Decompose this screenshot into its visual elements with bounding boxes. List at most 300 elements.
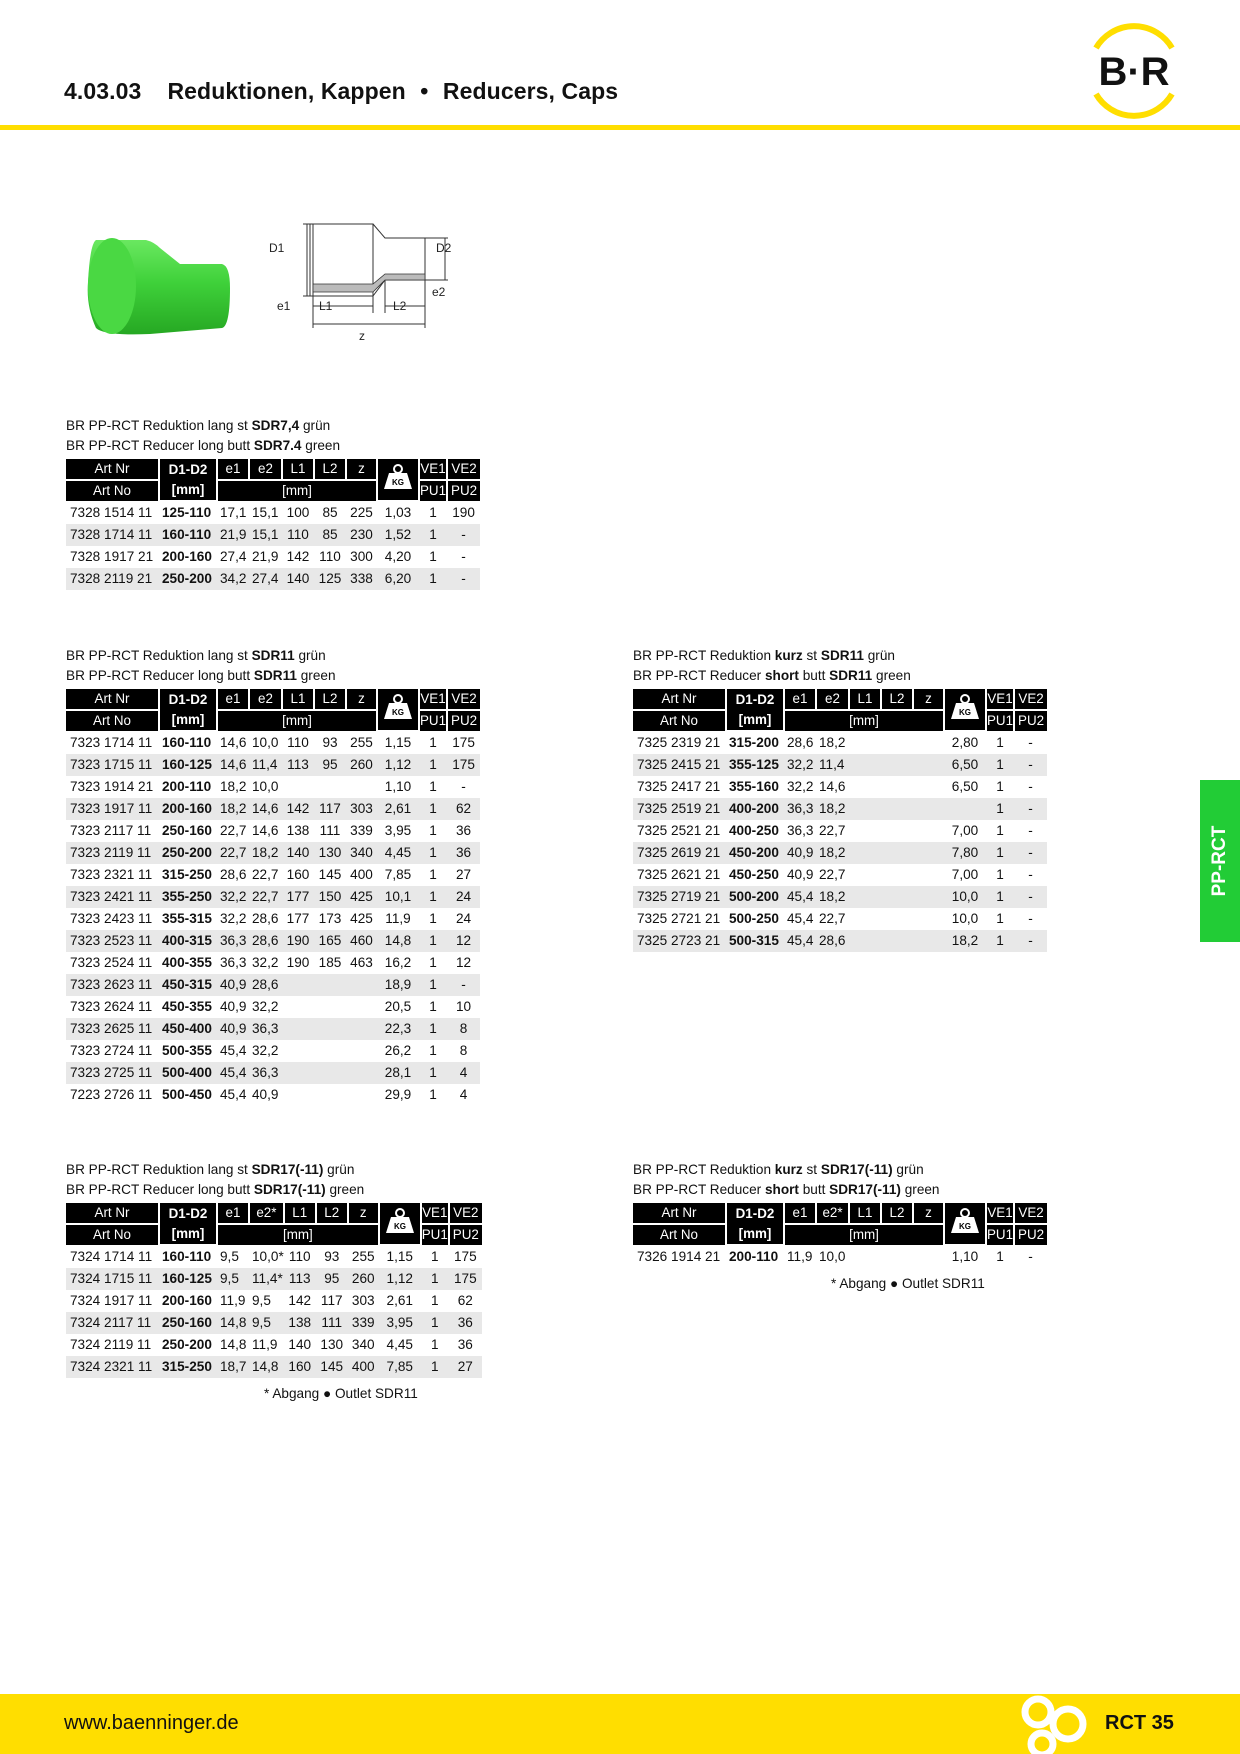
table-row: [66, 501, 480, 524]
cell-e2: 14,6: [819, 779, 846, 794]
cell-l2: [881, 864, 913, 886]
cell-d1-d2: 500-200: [726, 886, 784, 908]
cell-ve2: -: [447, 568, 480, 590]
cell-art-no: 7323 2524 11: [70, 955, 153, 970]
cell-e2: 18,2: [816, 842, 849, 864]
cell-ve2: 24: [447, 886, 480, 908]
cell-art-no: 7323 2624 11: [70, 999, 153, 1014]
header-mm-unit: [mm]: [171, 1225, 205, 1241]
cell-d1-d2: 160-125: [159, 1268, 217, 1290]
cell-l2: 130: [320, 1337, 344, 1352]
cell-e1: 45,4: [220, 1043, 247, 1058]
cell-e2: 22,7: [819, 823, 846, 838]
cell-e2: 36,3: [249, 1062, 282, 1084]
cell-weight: 1,10: [384, 779, 412, 794]
cell-ve1: 1: [419, 754, 447, 776]
cell-e2: 21,9: [252, 549, 279, 564]
cell-z: [913, 776, 944, 798]
cell-l2: 150: [314, 886, 346, 908]
cell-art-no: 7324 2321 11: [66, 1356, 159, 1378]
cell-weight: 6,20: [377, 568, 419, 590]
cell-l1: [849, 776, 881, 798]
weight-icon: [383, 463, 413, 491]
cell-weight: 1,12: [379, 1268, 421, 1290]
cell-z: [913, 820, 944, 842]
cell-ve2: 12: [456, 955, 472, 970]
header-mm: [mm]: [784, 1224, 944, 1245]
cell-art-no: 7324 1714 11: [70, 1248, 153, 1264]
cell-l2: 173: [318, 911, 342, 926]
cell-ve1: 1: [996, 867, 1004, 882]
cell-d1-d2: 200-160: [162, 1293, 212, 1308]
table-row: [66, 930, 480, 952]
cell-d1-d2: 400-355: [162, 955, 212, 970]
weight-icon: [950, 693, 980, 721]
cell-weight: 18,2: [944, 930, 986, 952]
cell-weight: 7,00: [951, 823, 979, 838]
cell-ve2: -: [1028, 779, 1033, 794]
header-weight: [944, 1203, 986, 1245]
header-weight: [377, 459, 419, 501]
cell-e2: 10,0*: [252, 1248, 284, 1264]
cell-l2: 95: [314, 754, 346, 776]
cell-e1: 40,9: [784, 842, 816, 864]
table-row: [66, 1334, 482, 1356]
cell-d1-d2: 355-160: [729, 779, 779, 794]
header-l1: L1: [849, 1203, 881, 1224]
cell-ve2: 175: [453, 1248, 477, 1264]
side-tab-label: PP-RCT: [1209, 825, 1230, 897]
cell-l1: 140: [288, 1337, 312, 1352]
header-weight: [944, 689, 986, 731]
cell-ve2: 27: [449, 1356, 482, 1378]
cell-l1: [282, 974, 314, 996]
cell-e1: 45,4: [787, 911, 814, 926]
cell-ve2: -: [447, 974, 480, 996]
cell-e1: 32,2: [217, 886, 249, 908]
cell-l1: [849, 754, 881, 776]
cell-ve1: 1: [419, 842, 447, 864]
cell-l1: 138: [286, 823, 310, 838]
header-l1: L1: [282, 689, 314, 710]
product-table: [633, 1203, 1047, 1268]
cell-l2: [881, 776, 913, 798]
cell-z: 230: [346, 524, 377, 546]
cell-l1: 110: [288, 1248, 311, 1264]
header-ve1: VE1: [419, 689, 447, 710]
cell-d1-d2: 355-315: [162, 911, 212, 926]
product-table: [633, 689, 1047, 952]
cell-l2: 130: [314, 842, 346, 864]
header-pu2: PU2: [447, 710, 480, 731]
cell-d1-d2: 400-250: [729, 823, 779, 838]
cell-d1-d2: 450-400: [159, 1018, 217, 1040]
table-row: [66, 776, 480, 798]
table-row: [66, 568, 480, 590]
label-e2: e2: [432, 285, 446, 299]
cell-ve1: 1: [419, 568, 447, 590]
cell-e1: 36,3: [217, 930, 249, 952]
cell-weight: 4,20: [384, 549, 412, 564]
cell-l1: [849, 930, 881, 952]
cell-art-no: 7328 1917 21: [70, 549, 154, 564]
cell-d1-d2: 315-200: [729, 735, 779, 750]
cell-art-no: 7325 2719 21: [633, 886, 726, 908]
cell-art-no: 7323 2423 11: [70, 911, 153, 926]
cell-weight: 1,52: [377, 524, 419, 546]
logo-text: B·R: [1098, 50, 1170, 94]
cell-z: [913, 731, 944, 754]
cell-e1: 21,9: [217, 524, 249, 546]
header-rule: [0, 125, 1240, 130]
header-e1: e1: [217, 1203, 249, 1224]
cell-e2: 22,7: [249, 886, 282, 908]
cell-e2: 32,2: [252, 999, 279, 1014]
header-d1-d2: [726, 1203, 784, 1245]
cell-e2: 11,4: [249, 754, 282, 776]
cell-l2: [881, 754, 913, 776]
weight-icon: [385, 1207, 415, 1235]
section-code: 4.03.03: [64, 78, 142, 104]
table-row: [66, 1018, 480, 1040]
cell-z: [346, 776, 377, 798]
cell-d1-d2: 250-200: [159, 842, 217, 864]
cell-e1: 22,7: [220, 823, 247, 838]
cell-ve2: 10: [456, 999, 472, 1014]
cell-e2: 18,2: [816, 798, 849, 820]
cell-ve1: 1: [996, 734, 1004, 750]
cell-z: 303: [351, 1293, 375, 1308]
table-row: [633, 864, 1047, 886]
cell-e1: 32,2: [787, 779, 814, 794]
cell-l1: [849, 820, 881, 842]
cell-e2: 14,8: [249, 1356, 284, 1378]
cell-ve1: 1: [419, 1062, 447, 1084]
cell-e1: 14,6: [220, 734, 247, 750]
br-decorative-mark: [1012, 1694, 1100, 1754]
cell-z: [913, 886, 944, 908]
cell-e1: 11,9: [220, 1293, 246, 1308]
cell-d1-d2: 125-110: [162, 505, 212, 520]
label-d2: D2: [436, 241, 452, 255]
cell-e2: 18,2: [249, 842, 282, 864]
cell-e2: 18,2: [819, 734, 846, 750]
cell-e1: 36,3: [787, 823, 814, 838]
cell-ve2: -: [1028, 867, 1033, 882]
cell-ve1: 1: [986, 930, 1014, 952]
header-art-no: Art No: [66, 480, 159, 501]
cell-z: 463: [350, 955, 373, 970]
cell-weight: 10,0: [944, 886, 986, 908]
cell-l2: 93: [322, 734, 338, 750]
cell-d1-d2: 200-110: [729, 1249, 779, 1264]
section-sdr17-long: [66, 1160, 482, 1401]
weight-icon-text: KG: [392, 707, 404, 717]
header-art-nr: Art Nr: [633, 689, 726, 710]
cell-ve2: 4: [459, 1087, 468, 1102]
cell-ve2: -: [1014, 930, 1047, 952]
header-art-no: Art No: [633, 710, 726, 731]
cell-e1: 40,9: [217, 1018, 249, 1040]
header-ve1: VE1: [986, 689, 1014, 710]
table-row: [66, 864, 480, 886]
cell-l1: [282, 996, 314, 1018]
cell-art-no: 7325 2519 21: [633, 798, 726, 820]
reducer-product-photo: [84, 226, 234, 346]
header-l1: L1: [849, 689, 881, 710]
website-link[interactable]: www.baenninger.de: [64, 1712, 239, 1734]
cell-e1: 17,1: [220, 504, 247, 520]
title-separator: •: [420, 78, 429, 104]
header-z: z: [913, 689, 944, 710]
cell-l1: [849, 886, 881, 908]
caption-de: BR PP-RCT Reduktion kurz st SDR11 grün: [633, 648, 895, 663]
table-row: [633, 1245, 1047, 1268]
footer: [0, 1694, 1240, 1754]
cell-z: [346, 996, 377, 1018]
label-d1: D1: [269, 241, 285, 255]
cell-e2: 15,1: [252, 504, 279, 520]
table-row: [633, 842, 1047, 864]
cell-ve1: 1: [431, 1293, 439, 1308]
cell-d1-d2: 315-250: [162, 867, 212, 882]
header-l2: L2: [881, 689, 913, 710]
cell-ve2: -: [1028, 911, 1033, 926]
cell-e2: 14,6: [252, 823, 279, 838]
cell-ve1: 1: [429, 867, 437, 882]
table-row: [66, 908, 480, 930]
header-e2: e2*: [816, 1203, 849, 1224]
cell-weight: 4,45: [386, 1337, 413, 1352]
header-art-no: Art No: [66, 1224, 159, 1245]
table-row: [66, 1290, 482, 1312]
cell-d1-d2: 160-110: [162, 735, 212, 750]
cell-z: [346, 974, 377, 996]
cell-l1: 140: [282, 842, 314, 864]
cell-ve1: 1: [429, 1087, 437, 1102]
weight-icon-text: KG: [393, 1221, 406, 1231]
caption-de: BR PP-RCT Reduktion lang st SDR17(-11) grün: [66, 1162, 355, 1177]
table-row: [66, 754, 480, 776]
cell-l2: [314, 776, 346, 798]
header-art-no: Art No: [66, 710, 159, 731]
cell-art-no: 7326 1914 21: [637, 1248, 721, 1264]
cell-art-no: 7324 2119 11: [70, 1337, 152, 1352]
header-z: z: [913, 1203, 944, 1224]
cell-ve1: 1: [429, 504, 437, 520]
cell-e2: 32,2: [252, 955, 279, 970]
cell-d1-d2: 250-160: [162, 823, 212, 838]
cell-e1: 32,2: [784, 754, 816, 776]
cell-ve2: 4: [447, 1062, 480, 1084]
cell-art-no: 7325 2721 21: [637, 911, 721, 926]
br-logo: [1086, 36, 1182, 106]
cell-l1: 177: [286, 911, 310, 926]
table-row: [633, 930, 1047, 952]
table-row: [66, 524, 480, 546]
cell-e2: 9,5: [249, 1312, 284, 1334]
category-side-tab: [1200, 780, 1240, 942]
cell-d1-d2: 450-200: [726, 842, 784, 864]
cell-weight: 1,03: [384, 505, 412, 520]
cell-l1: 110: [282, 524, 314, 546]
cell-l2: 145: [316, 1356, 348, 1378]
header-d1d2-label: D1-D2: [168, 1205, 208, 1221]
weight-icon-text: KG: [392, 477, 404, 487]
cell-weight: 7,00: [951, 867, 979, 882]
product-table: [66, 1203, 482, 1378]
caption-en: BR PP-RCT Reducer short butt SDR11 green: [633, 668, 911, 683]
cell-ve1: 1: [429, 734, 437, 750]
cell-ve1: 1: [986, 886, 1014, 908]
title-en: Reducers, Caps: [442, 78, 619, 104]
header-l1: L1: [284, 1203, 316, 1224]
header-pu1: PU1: [986, 1224, 1014, 1245]
cell-art-no: 7323 2724 11: [70, 1043, 153, 1058]
cell-l2: [314, 1084, 346, 1106]
section-sdr11-short: [633, 646, 1047, 952]
cell-ve2: 36: [456, 823, 472, 838]
cell-e2: 11,9: [252, 1337, 278, 1352]
header-ve1: VE1: [419, 459, 447, 480]
header-d1d2-label: D1-D2: [168, 691, 208, 707]
cell-art-no: 7325 2621 21: [637, 867, 721, 882]
cell-e1: 32,2: [220, 911, 247, 926]
cell-ve1: 1: [429, 549, 437, 564]
cell-ve2: -: [1014, 842, 1047, 864]
cell-weight: 2,61: [386, 1293, 413, 1308]
label-e1: e1: [277, 299, 291, 313]
header-weight: [377, 689, 419, 731]
header-l2: L2: [314, 459, 346, 480]
table-row: [66, 1245, 482, 1268]
table-row: [66, 820, 480, 842]
header-z: z: [348, 1203, 379, 1224]
cell-d1-d2: 200-160: [159, 798, 217, 820]
cell-art-no: 7323 2117 11: [70, 823, 152, 838]
cell-art-no: 7323 2421 11: [66, 886, 159, 908]
table-row: [633, 776, 1047, 798]
cell-ve1: 1: [429, 779, 437, 794]
header-e2: e2: [249, 689, 282, 710]
header-z: z: [346, 689, 377, 710]
cell-ve2: 12: [447, 930, 480, 952]
caption-de: BR PP-RCT Reduktion lang st SDR7,4 grün: [66, 418, 331, 433]
cell-l1: 100: [286, 504, 310, 520]
cell-weight: 18,9: [377, 974, 419, 996]
cell-l1: 177: [282, 886, 314, 908]
cell-ve2: 36: [449, 1312, 482, 1334]
cell-d1-d2: 500-400: [159, 1062, 217, 1084]
header-mm-unit: [mm]: [738, 711, 772, 727]
title-de: Reduktionen, Kappen: [167, 78, 406, 104]
cell-ve1: 1: [431, 1248, 439, 1264]
cell-e2: 9,5: [252, 1293, 271, 1308]
table-row: [66, 1084, 480, 1106]
cell-e2: 28,6: [252, 911, 279, 926]
table-row: [66, 886, 480, 908]
cell-l1: 160: [284, 1356, 316, 1378]
cell-weight: 16,2: [384, 955, 412, 970]
table-row: [633, 886, 1047, 908]
cell-art-no: 7323 1917 11: [66, 798, 159, 820]
footnote-outlet: * Abgang ● Outlet SDR11: [831, 1276, 985, 1291]
cell-weight: 2,61: [377, 798, 419, 820]
cell-d1-d2: 250-200: [162, 1337, 212, 1352]
cell-ve2: 8: [459, 1043, 468, 1058]
cell-l2: [314, 996, 346, 1018]
page-number: RCT 35: [1105, 1712, 1174, 1734]
header-e2: e2*: [249, 1203, 284, 1224]
cell-weight: 11,9: [385, 911, 411, 926]
cell-d1-d2: 200-160: [162, 549, 212, 564]
cell-ve2: 62: [447, 798, 480, 820]
caption-en: BR PP-RCT Reducer short butt SDR17(-11) green: [633, 1182, 940, 1197]
cell-weight: 10,1: [377, 886, 419, 908]
header-art-nr: Art Nr: [66, 689, 159, 710]
cell-l1: [849, 908, 881, 930]
cell-l2: [881, 930, 913, 952]
cell-e1: 11,9: [787, 1248, 813, 1264]
cell-e1: 45,4: [784, 930, 816, 952]
caption-en: BR PP-RCT Reducer long butt SDR11 green: [66, 668, 336, 683]
cell-z: [913, 908, 944, 930]
cell-l2: [881, 820, 913, 842]
section-sdr74: [66, 416, 480, 590]
cell-ve2: -: [1014, 886, 1047, 908]
cell-e2: 15,1: [249, 524, 282, 546]
cell-l2: 185: [318, 955, 342, 970]
header-e1: e1: [217, 689, 249, 710]
cell-ve2: -: [1028, 734, 1033, 750]
cell-e1: 34,2: [217, 568, 249, 590]
cell-d1-d2: 400-315: [159, 930, 217, 952]
product-table: [66, 689, 480, 1106]
cell-weight: 29,9: [384, 1087, 412, 1102]
cell-ve2: 24: [456, 911, 472, 926]
header-d1-d2: [726, 689, 784, 731]
cell-e2: 22,7: [819, 911, 846, 926]
cell-l1: 113: [284, 1268, 316, 1290]
cell-ve2: 36: [447, 842, 480, 864]
cell-l1: [282, 1062, 314, 1084]
cell-ve1: 1: [421, 1312, 449, 1334]
cell-ve2: -: [447, 524, 480, 546]
cell-weight: 6,50: [951, 779, 979, 794]
cell-l1: 110: [287, 734, 309, 750]
header-art-nr: Art Nr: [66, 1203, 159, 1224]
header-ve1: VE1: [986, 1203, 1014, 1224]
table-row: [66, 1268, 482, 1290]
cell-art-no: 7325 2521 21: [637, 823, 721, 838]
cell-e2: 14,6: [249, 798, 282, 820]
header-e1: e1: [784, 1203, 816, 1224]
cell-art-no: 7323 2725 11: [66, 1062, 159, 1084]
reducer-technical-drawing: [269, 218, 515, 363]
cell-z: 260: [348, 1268, 379, 1290]
cell-art-no: 7223 2726 11: [70, 1087, 153, 1102]
cell-d1-d2: 400-200: [726, 798, 784, 820]
header-pu1: PU1: [986, 710, 1014, 731]
header-l2: L2: [316, 1203, 348, 1224]
cell-z: [913, 798, 944, 820]
header-pu1: PU1: [419, 710, 447, 731]
header-mm: [mm]: [217, 710, 377, 731]
cell-art-no: 7324 1715 11: [66, 1268, 159, 1290]
cell-ve1: 1: [996, 779, 1004, 794]
cell-e2: 18,2: [816, 886, 849, 908]
cell-l2: 85: [314, 524, 346, 546]
